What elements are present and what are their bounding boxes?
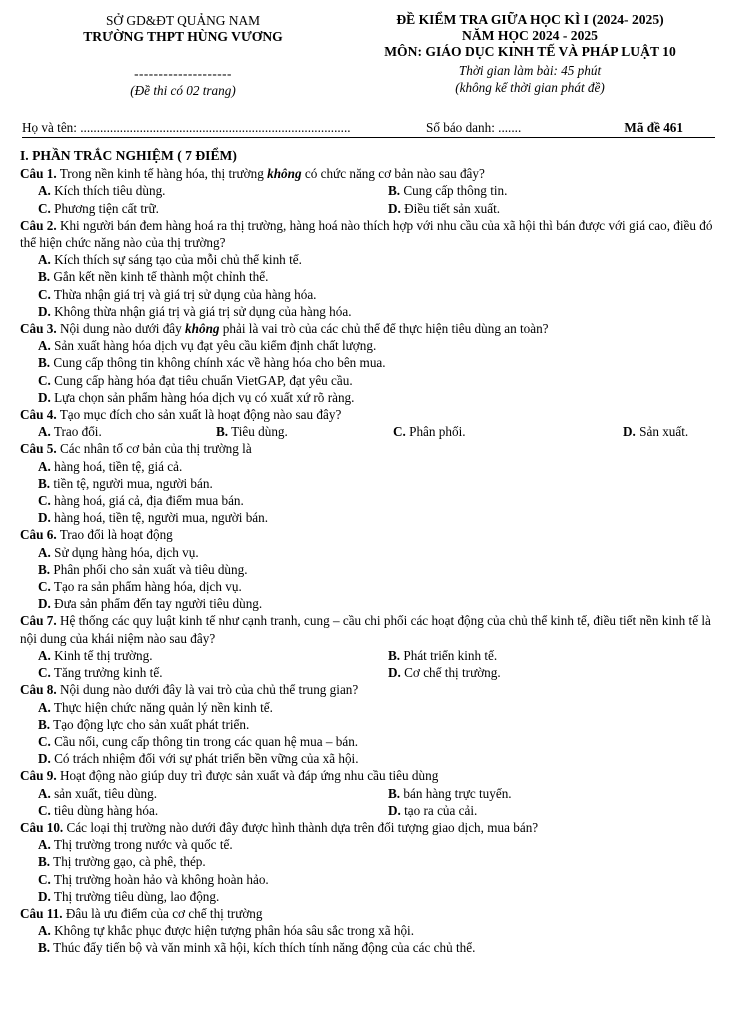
option-b: B. Tiêu dùng.: [216, 424, 288, 440]
options-7: [20, 647, 720, 681]
option-d: D. Cơ chế thị trường.: [388, 665, 501, 681]
student-name-field: Họ và tên: ..................................................................................: [22, 120, 351, 135]
options-2: [20, 251, 720, 320]
option-b: B. bán hàng trực tuyến.: [388, 785, 512, 801]
question-text: Tạo mục đích cho sản xuất là hoạt động nào sau đây?: [56, 407, 342, 423]
department-name: SỞ GD&ĐT QUẢNG NAM: [105, 13, 261, 28]
question-number: Câu 1.: [20, 166, 57, 182]
option-c: C. Cầu nối, cung cấp thông tin trong các quan hệ mua – bán.: [38, 733, 359, 749]
options-11: [20, 922, 720, 956]
time-limit: Thời gian làm bài: 45 phút: [458, 63, 602, 78]
question-text: Trao đổi là hoạt động: [56, 527, 173, 543]
school-year: NĂM HỌC 2024 - 2025: [462, 28, 598, 43]
question-text: Nội dung nào dưới đây: [56, 321, 186, 337]
option-b: B. Phân phối cho sản xuất và tiêu dùng.: [38, 561, 248, 577]
exam-content: [20, 147, 720, 957]
options-9: [20, 785, 720, 819]
option-a: A. Thị trường trong nước và quốc tế.: [38, 837, 233, 853]
question-11: [20, 905, 720, 922]
option-b: B. Phát triển kinh tế.: [388, 647, 498, 663]
school-header: [38, 12, 328, 99]
question-text: Khi người bán đem hàng hoá ra thị trường, hàng hoá nào thích hợp với nhu cầu của xã hội thì bán được với giá cao, điều đó thể hiện chức năng nào của thị trường?: [20, 217, 713, 251]
option-b: B. Thị trường gạo, cà phê, thép.: [38, 854, 206, 870]
question-9: [20, 767, 720, 784]
question-number: Câu 8.: [20, 682, 57, 698]
option-a: A. Sản xuất hàng hóa dịch vụ đạt yêu cầu kiểm định chất lượng.: [38, 338, 377, 354]
options-5: [20, 458, 720, 527]
option-b: B. Tạo động lực cho sản xuất phát triển.: [38, 716, 250, 732]
exam-title: ĐỀ KIỂM TRA GIỮA HỌC KÌ I (2024- 2025): [396, 12, 664, 27]
question-text: Các nhân tố cơ bản của thị trường là: [56, 441, 252, 457]
option-a: A. Kích thích tiêu dùng.: [38, 183, 166, 199]
option-c: C. Tăng trưởng kinh tế.: [38, 665, 163, 681]
option-d: D. hàng hoá, tiền tệ, người mua, người bán.: [38, 510, 269, 526]
option-c: C. Thị trường hoàn hảo và không hoàn hảo.: [38, 871, 269, 887]
option-a: A. hàng hoá, tiền tệ, giá cả.: [38, 458, 183, 474]
option-a: A. Thực hiện chức năng quản lý nền kinh tế.: [38, 699, 273, 715]
section-title: I. PHẦN TRẮC NGHIỆM ( 7 ĐIỂM): [20, 148, 237, 163]
option-d: D. tạo ra của cải.: [388, 802, 478, 818]
options-1: [20, 182, 720, 216]
option-b: B. Gắn kết nền kinh tế thành một chỉnh thể.: [38, 269, 269, 285]
question-number: Câu 11.: [20, 905, 63, 921]
option-d: D. Đưa sản phẩm đến tay người tiêu dùng.: [38, 596, 263, 612]
option-a: A. Kích thích sự sáng tạo của mỗi chủ thể kinh tế.: [38, 252, 302, 268]
question-2: [20, 217, 720, 251]
header-divider-dashes: --------------------: [134, 66, 232, 81]
option-c: C. Thừa nhận giá trị và giá trị sử dụng của hàng hóa.: [38, 286, 317, 302]
option-c: C. Tạo ra sản phẩm hàng hóa, dịch vụ.: [38, 579, 242, 595]
options-10: [20, 836, 720, 905]
option-b: B. tiền tệ, người mua, người bán.: [38, 475, 213, 491]
option-c: C. hàng hoá, giá cả, địa điểm mua bán.: [38, 493, 244, 509]
question-number: Câu 6.: [20, 527, 57, 543]
page-count-note: (Đề thi có 02 trang): [130, 83, 236, 98]
question-4: [20, 406, 720, 423]
question-number: Câu 2.: [20, 217, 57, 233]
question-number: Câu 9.: [20, 768, 57, 784]
question-10: [20, 819, 720, 836]
option-a: A. Không tự khắc phục được hiện tượng phân hóa sâu sắc trong xã hội.: [38, 923, 414, 939]
option-a: A. Trao đổi.: [38, 424, 102, 440]
option-b: B. Thúc đẩy tiến bộ và văn minh xã hội, kích thích tính năng động của các chủ thể.: [38, 940, 476, 956]
option-c: C. Phương tiện cất trữ.: [38, 200, 159, 216]
question-1: [20, 165, 720, 182]
option-a: A. Sử dụng hàng hóa, dịch vụ.: [38, 544, 199, 560]
question-emphasis: không: [185, 321, 220, 337]
exam-code: Mã đề 461: [624, 120, 683, 135]
question-text: Trong nền kinh tế hàng hóa, thị trường: [56, 166, 268, 182]
option-a: A. sản xuất, tiêu dùng.: [38, 785, 158, 801]
question-number: Câu 4.: [20, 407, 57, 423]
question-3: [20, 320, 720, 337]
question-text: Đâu là ưu điểm của cơ chế thị trường: [62, 905, 263, 921]
option-d: D. Sản xuất.: [623, 424, 689, 440]
option-d: D. Điều tiết sản xuất.: [388, 200, 501, 216]
options-3: [20, 337, 720, 406]
question-text: phải là vai trò của các chủ thể để thực hiện tiêu dùng an toàn?: [219, 321, 549, 337]
option-c: C. Phân phối.: [393, 424, 466, 440]
question-text: Nội dung nào dưới đây là vai trò của chủ thể trung gian?: [56, 682, 359, 698]
question-number: Câu 7.: [20, 613, 57, 629]
exam-header: [330, 12, 730, 96]
question-number: Câu 5.: [20, 441, 57, 457]
subject-title: MÔN: GIÁO DỤC KINH TẾ VÀ PHÁP LUẬT 10: [384, 44, 676, 59]
option-b: B. Cung cấp thông tin.: [388, 183, 508, 199]
option-a: A. Kinh tế thị trường.: [38, 647, 153, 663]
student-info-line: [22, 119, 715, 138]
question-text: Các loại thị trường nào dưới đây được hình thành dựa trên đối tượng giao dịch, mua bán?: [63, 819, 539, 835]
question-8: [20, 681, 720, 698]
student-number-field: Số báo danh: .......: [426, 120, 522, 135]
school-name: TRƯỜNG THPT HÙNG VƯƠNG: [83, 29, 283, 44]
option-d: D. Thị trường tiêu dùng, lao động.: [38, 888, 220, 904]
option-d: D. Lựa chọn sản phẩm hàng hóa dịch vụ có xuất xứ rõ ràng.: [38, 389, 355, 405]
options-6: [20, 544, 720, 613]
question-text: Hệ thống các quy luật kinh tế như cạnh tranh, cung – cầu chi phối các hoạt động của chủ thể kinh tế, điều tiết nền kinh tế là nội dung của khái niệm nào sau đây?: [20, 613, 711, 646]
options-4: [20, 423, 720, 440]
option-d: D. Không thừa nhận giá trị và giá trị sử dụng của hàng hóa.: [38, 303, 352, 319]
question-5: [20, 440, 720, 457]
time-note: (không kể thời gian phát đề): [455, 80, 605, 95]
question-6: [20, 526, 720, 543]
question-emphasis: không: [267, 166, 302, 182]
question-text: có chức năng cơ bản nào sau đây?: [301, 166, 485, 182]
option-c: C. tiêu dùng hàng hóa.: [38, 802, 159, 818]
option-c: C. Cung cấp hàng hóa đạt tiêu chuẩn VietGAP, đạt yêu cầu.: [38, 372, 353, 388]
question-text: Hoạt động nào giúp duy trì được sản xuất và đáp ứng nhu cầu tiêu dùng: [56, 768, 439, 784]
option-b: B. Cung cấp thông tin không chính xác về hàng hóa cho bên mua.: [38, 355, 386, 371]
question-7: [20, 612, 720, 646]
question-number: Câu 10.: [20, 819, 64, 835]
question-number: Câu 3.: [20, 321, 57, 337]
option-d: D. Có trách nhiệm đối với sự phát triển bền vững của xã hội.: [38, 751, 359, 767]
options-8: [20, 699, 720, 768]
